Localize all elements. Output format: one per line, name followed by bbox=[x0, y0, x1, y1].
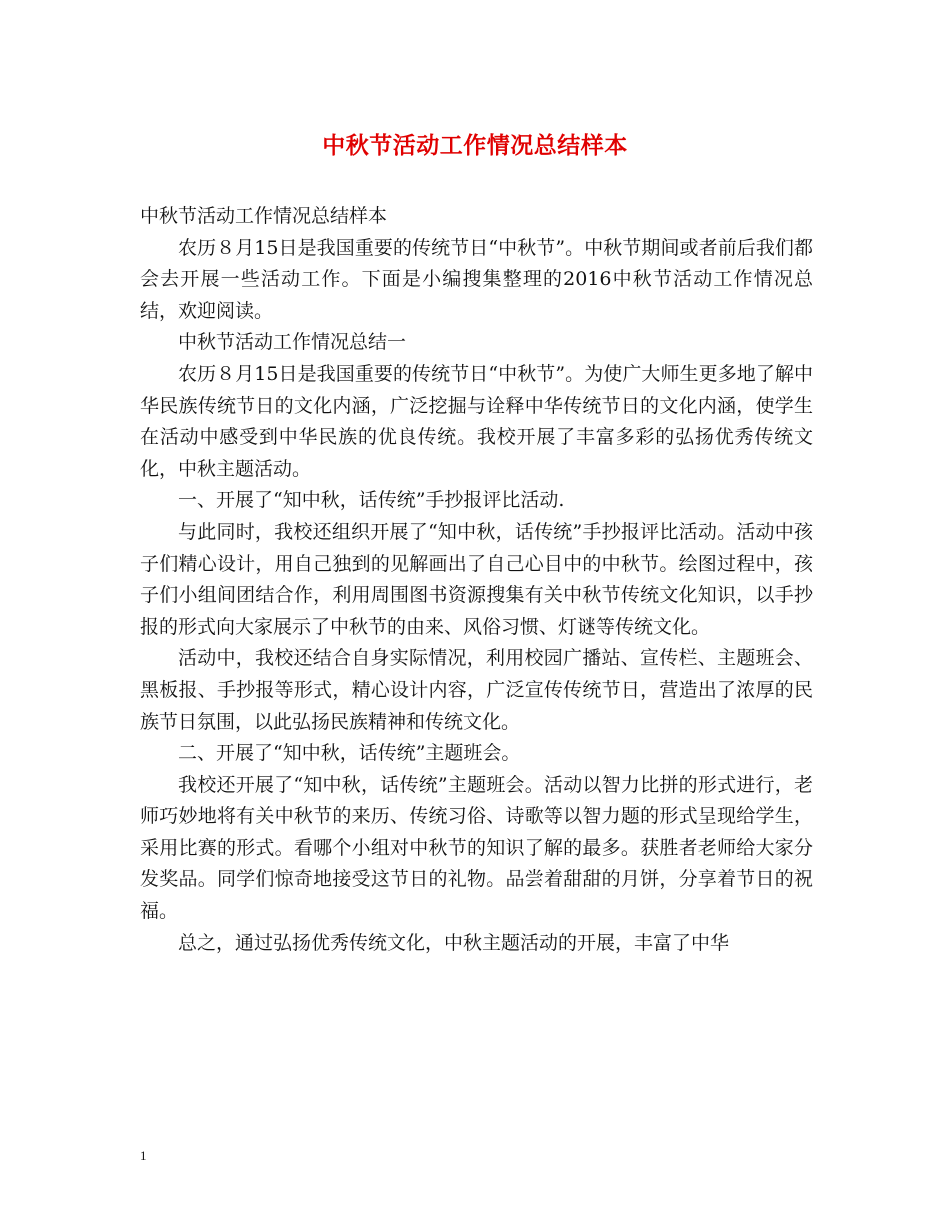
page-number: 1 bbox=[140, 1148, 147, 1163]
section-heading-summary-one: 中秋节活动工作情况总结一 bbox=[178, 331, 407, 354]
section-heading-class-meeting: 二、开展了“知中秋，话传统”主题班会。 bbox=[178, 742, 521, 765]
paragraph-class-meeting: 我校还开展了“知中秋，话传统”主题班会。活动以智力比拼的形式进行，老师巧妙地将有关中秋节的来历、传统习俗、诗歌等以智力题的形式呈现给学生，采用比赛的形式。看哪个小组对中秋节的知识了解的最多。获胜者老师给大家分发奖品。同学们惊奇地接受这节日的礼物。品尝着甜甜的月饼，分享着节日的祝福。 bbox=[140, 773, 813, 923]
document-body bbox=[140, 201, 813, 959]
paragraph-conclusion: 总之，通过弘扬优秀传统文化，中秋主题活动的开展，丰富了中华 bbox=[178, 931, 730, 954]
paragraph-campus-promotion: 活动中，我校还结合自身实际情况，利用校园广播站、宣传栏、主题班会、黑板报、手抄报等形式，精心设计内容，广泛宣传传统节日，营造出了浓厚的民族节日氛围，以此弘扬民族精神和传统文化。 bbox=[140, 647, 813, 733]
page-title: 中秋节活动工作情况总结样本 bbox=[322, 132, 628, 159]
section-heading-handwritten-newspaper: 一、开展了“知中秋，话传统”手抄报评比活动. bbox=[178, 489, 565, 512]
paragraph-subtitle: 中秋节活动工作情况总结样本 bbox=[140, 205, 388, 227]
paragraph-handwritten-newspaper: 与此同时，我校还组织开展了“知中秋，话传统”手抄报评比活动。活动中孩子们精心设计，用自己独到的见解画出了自己心目中的中秋节。绘图过程中，孩子们小组间团结合作，利用周围图书资源搜集有关中秋节传统文化知识，以手抄报的形式向大家展示了中秋节的由来、风俗习惯、灯谜等传统文化。 bbox=[140, 520, 813, 638]
paragraph-intro: 农历８月15日是我国重要的传统节日“中秋节”。中秋节期间或者前后我们都会去开展一些活动工作。下面是小编搜集整理的2016中秋节活动工作情况总结，欢迎阅读。 bbox=[140, 236, 813, 322]
paragraph-background: 农历８月15日是我国重要的传统节日“中秋节”。为使广大师生更多地了解中华民族传统节日的文化内涵，广泛挖掘与诠释中华传统节日的文化内涵，使学生在活动中感受到中华民族的优良传统。我校开展了丰富多彩的弘扬优秀传统文化，中秋主题活动。 bbox=[140, 362, 813, 480]
